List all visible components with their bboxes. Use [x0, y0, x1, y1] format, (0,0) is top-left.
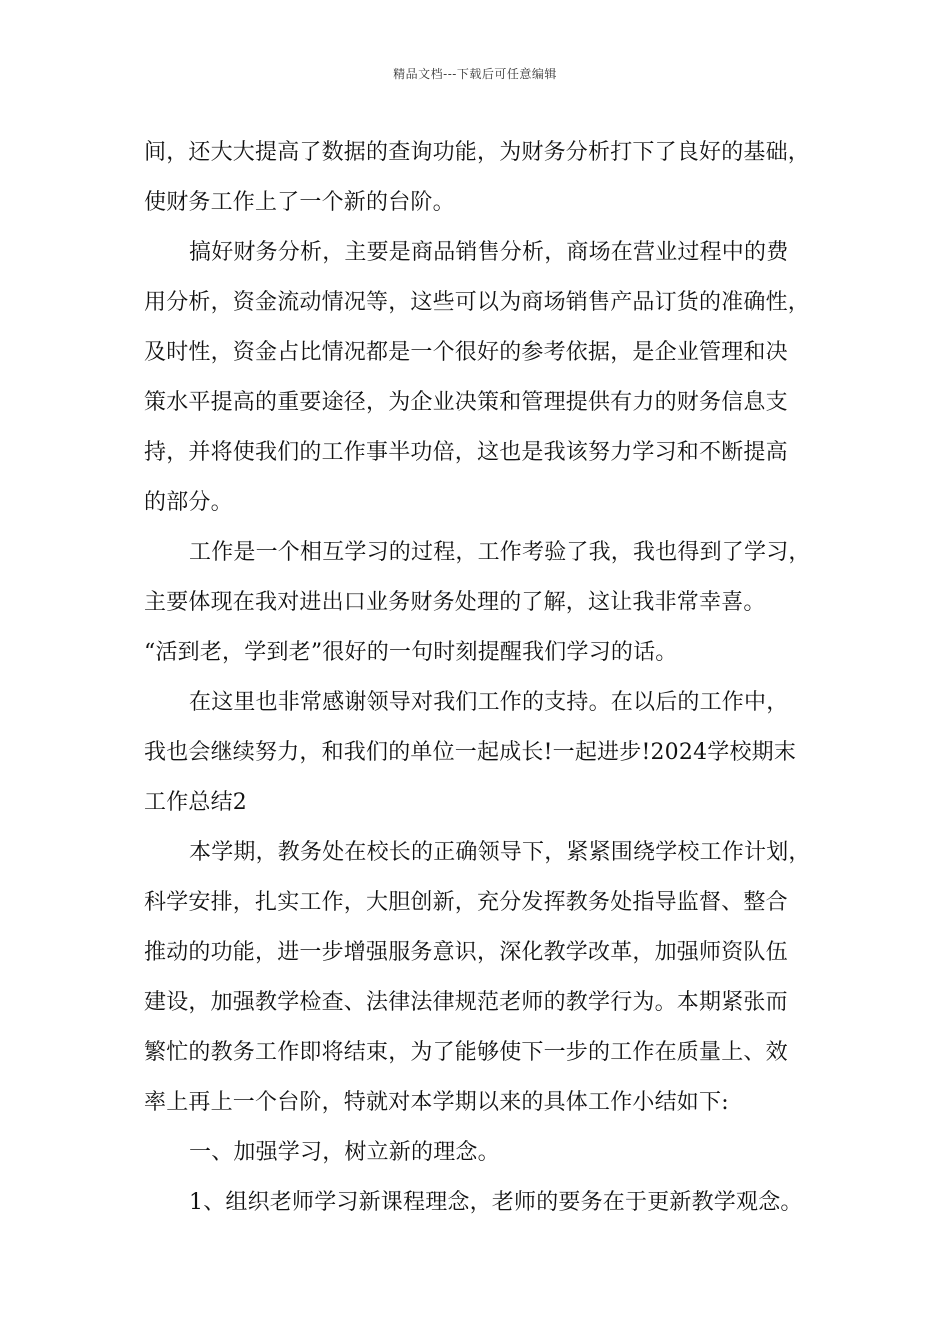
text-line: 主要体现在我对进出口业务财务处理的了解，这让我非常幸喜。 [144, 590, 766, 615]
text-line: “活到老，学到老”很好的一句时刻提醒我们学习的话。 [144, 640, 678, 665]
text-line: 及时性，资金占比情况都是一个很好的参考依据，是企业管理和决 [144, 340, 788, 365]
text-line: 率上再上一个台阶，特就对本学期以来的具体工作小结如下: [144, 1090, 729, 1115]
text-line: 推动的功能，进一步增强服务意识，深化教学改革，加强师资队伍 [144, 940, 788, 965]
text-line: 的部分。 [144, 490, 233, 515]
text-line: 持，并将使我们的工作事半功倍，这也是我该努力学习和不断提高 [144, 440, 788, 465]
paragraph-start: 工作是一个相互学习的过程，工作考验了我，我也得到了学习， [189, 540, 811, 565]
text-line: 繁忙的教务工作即将结束，为了能够使下一步的工作在质量上、效 [144, 1040, 788, 1065]
text-line: 建设，加强教学检查、法律法律规范老师的教学行为。本期紧张而 [144, 990, 788, 1015]
paragraph-start: 在这里也非常感谢领导对我们工作的支持。在以后的工作中， [189, 690, 789, 715]
text-line: 我也会继续努力，和我们的单位一起成长!一起进步!2024学校期末 [144, 740, 797, 765]
section-heading: 一、加强学习，树立新的理念。 [189, 1140, 500, 1165]
list-item: 1、组织老师学习新课程理念，老师的要务在于更新教学观念。 [189, 1190, 803, 1215]
document-body [144, 128, 809, 1228]
text-line: 使财务工作上了一个新的台阶。 [144, 190, 455, 215]
text-line: 用分析，资金流动情况等，这些可以为商场销售产品订货的准确性， [144, 290, 811, 315]
text-line: 工作总结2 [144, 790, 247, 815]
paragraph-start: 搞好财务分析，主要是商品销售分析，商场在营业过程中的费 [189, 240, 789, 265]
text-line: 间，还大大提高了数据的查询功能，为财务分析打下了良好的基础， [144, 140, 811, 165]
page-header: 精品文档---下载后可任意编辑 [393, 67, 557, 81]
text-line: 策水平提高的重要途径，为企业决策和管理提供有力的财务信息支 [144, 390, 788, 415]
text-line: 科学安排，扎实工作，大胆创新，充分发挥教务处指导监督、整合 [144, 890, 788, 915]
paragraph-start: 本学期，教务处在校长的正确领导下，紧紧围绕学校工作计划， [189, 840, 811, 865]
